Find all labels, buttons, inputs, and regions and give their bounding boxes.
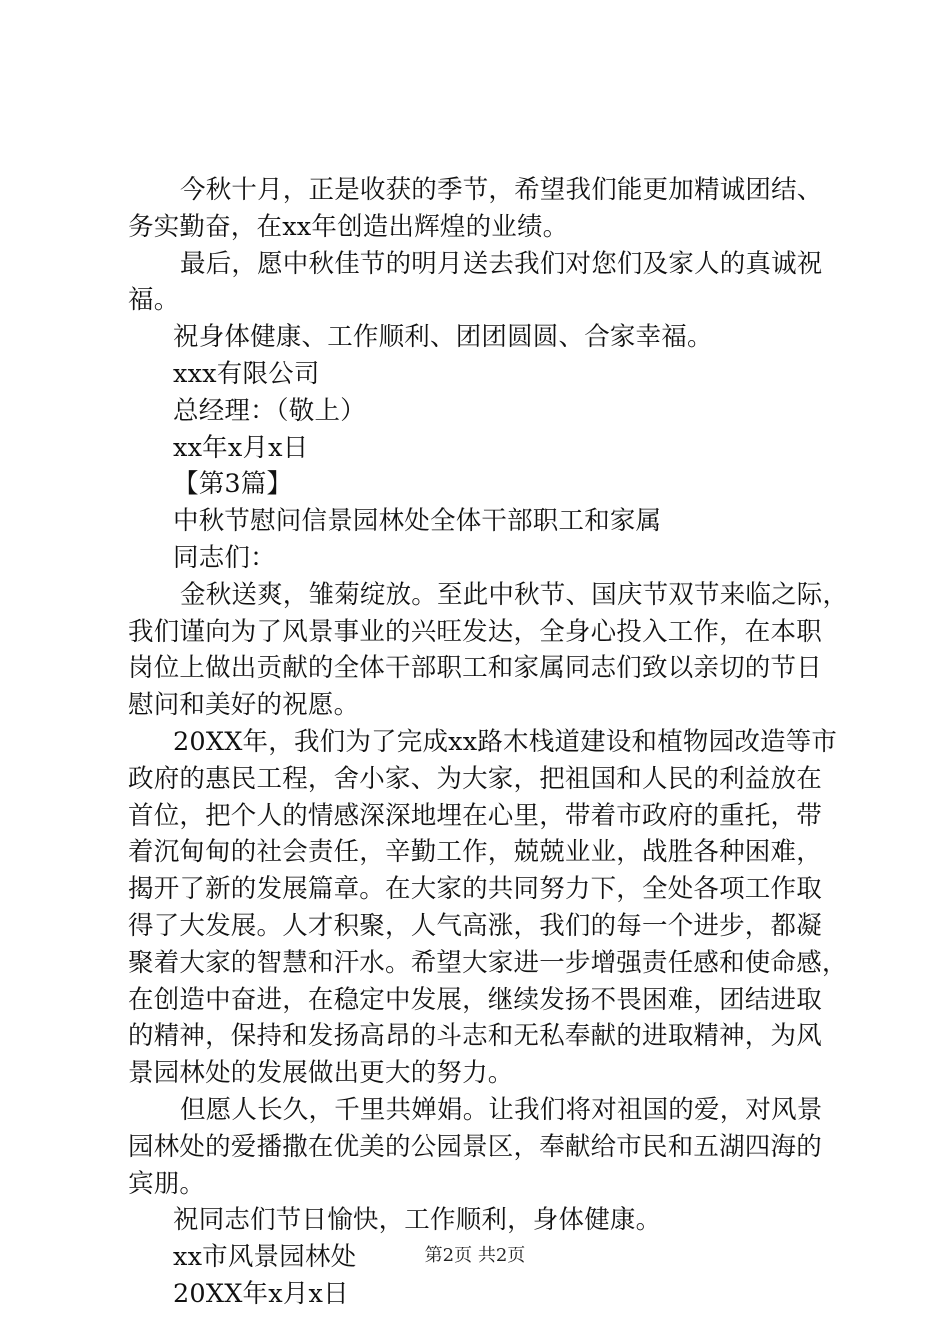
- text-line: 祝同志们节日愉快，工作顺利，身体健康。: [173, 1205, 662, 1236]
- salutation: 同志们：: [173, 542, 276, 573]
- text-line: 20XX年，我们为了完成xx路木栈道建设和植物园改造等市: [173, 726, 838, 757]
- text-line: 我们谨向为了风景事业的兴旺发达，全身心投入工作，在本职: [128, 616, 822, 647]
- text-line: 揭开了新的发展篇章。在大家的共同努力下，全处各项工作取: [128, 874, 822, 905]
- text-line: 祝身体健康、工作顺利、团团圆圆、合家幸福。: [173, 322, 713, 353]
- text-line: 聚着大家的智慧和汗水。希望大家进一步增强责任感和使命感，: [128, 947, 848, 978]
- text-line: 福。: [128, 285, 180, 316]
- text-line: 最后，愿中秋佳节的明月送去我们对您们及家人的真诚祝: [180, 248, 823, 279]
- section-heading: 【第3篇】: [173, 469, 293, 500]
- text-line: 今秋十月，正是收获的季节，希望我们能更加精诚团结、: [180, 175, 823, 205]
- text-line: 政府的惠民工程，舍小家、为大家，把祖国和人民的利益放在: [128, 763, 822, 794]
- text-line: 首位，把个人的情感深深地埋在心里，带着市政府的重托，带: [128, 800, 822, 831]
- text-line: 园林处的爱播撒在优美的公园景区，奉献给市民和五湖四海的: [128, 1131, 822, 1162]
- text-line: 在创造中奋进，在稳定中发展，继续发扬不畏困难，团结进取: [128, 984, 822, 1015]
- text-line: 务实勤奋，在xx年创造出辉煌的业绩。: [128, 211, 569, 242]
- signature-line: 总经理：（敬上）: [173, 395, 366, 426]
- organization-name: xx市风景园林处: [173, 1242, 357, 1273]
- text-line: 金秋送爽，雏菊绽放。至此中秋节、国庆节双节来临之际，: [180, 579, 849, 610]
- document-body: [128, 172, 849, 1313]
- text-line: 但愿人长久，千里共婵娟。让我们将对祖国的爱，对风景: [180, 1094, 823, 1125]
- text-line: 慰问和美好的祝愿。: [128, 690, 360, 721]
- text-line: 的精神，保持和发扬高昂的斗志和无私奉献的进取精神，为风: [128, 1021, 822, 1052]
- date-line: xx年x月x日: [173, 432, 309, 463]
- letter-title: 中秋节慰问信景园林处全体干部职工和家属: [173, 506, 662, 537]
- text-line: 岗位上做出贡献的全体干部职工和家属同志们致以亲切的节日: [128, 653, 822, 684]
- text-line: 景园林处的发展做出更大的努力。: [128, 1058, 514, 1089]
- text-line: 得了大发展。人才积聚，人气高涨，我们的每一个进步，都凝: [128, 910, 822, 941]
- page-footer: 第2页 共2页: [424, 1245, 526, 1266]
- text-line: 宾朋。: [128, 1168, 206, 1199]
- text-line: 着沉甸甸的社会责任，辛勤工作，兢兢业业，战胜各种困难，: [128, 837, 822, 868]
- company-name: xxx有限公司: [173, 358, 320, 389]
- date-line: 20XX年x月x日: [173, 1278, 349, 1309]
